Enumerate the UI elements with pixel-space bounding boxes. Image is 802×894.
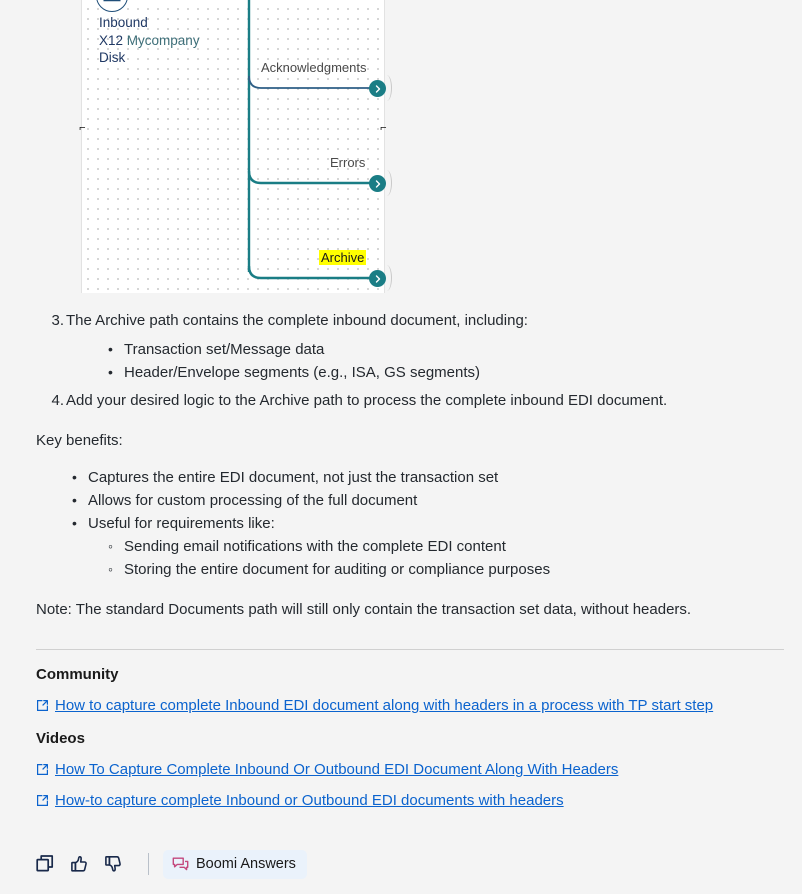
list-item: • Captures the entire EDI document, not just the transaction set — [36, 466, 784, 489]
videos-link-label[interactable]: How To Capture Complete Inbound Or Outbound EDI Document Along With Headers — [55, 761, 619, 778]
step-3-sub-list — [36, 338, 784, 384]
ordered-step-3 — [36, 310, 784, 332]
videos-link-1[interactable] — [36, 761, 784, 778]
step-number: 4. — [51, 392, 64, 409]
community-link-label[interactable]: How to capture complete Inbound EDI document along with headers in a process with TP start step — [55, 697, 714, 714]
edge-label-archive: Archive — [321, 250, 365, 265]
section-divider — [36, 649, 784, 650]
node-label-line1: Inbound — [99, 15, 148, 30]
node-label-line3: Disk — [99, 50, 126, 65]
list-item: • Allows for custom processing of the full document — [36, 489, 784, 512]
external-link-icon — [36, 699, 49, 712]
list-item: • Header/Envelope segments (e.g., ISA, GS segments) — [36, 361, 784, 384]
boomi-answers-label: Boomi Answers — [196, 856, 296, 872]
thumbs-up-button[interactable] — [62, 848, 96, 880]
edge-port-errors[interactable] — [369, 175, 386, 192]
videos-link-2[interactable] — [36, 792, 784, 809]
key-benefits-heading: Key benefits: — [36, 432, 123, 449]
edge-label-errors: Errors — [330, 155, 366, 170]
feedback-toolbar — [36, 848, 307, 880]
external-link-icon — [36, 794, 49, 807]
list-item — [36, 512, 784, 581]
thumbs-down-button[interactable] — [96, 848, 130, 880]
article-content — [36, 310, 784, 809]
list-item: ◦ Sending email notifications with the complete EDI content — [88, 535, 784, 558]
videos-link-label[interactable]: How-to capture complete Inbound or Outbound EDI documents with headers — [55, 792, 564, 809]
note-paragraph: Note: The standard Documents path will still only contain the transaction set data, without headers. — [36, 601, 692, 618]
chat-bubbles-icon — [172, 856, 189, 873]
thumbs-down-icon — [103, 854, 124, 875]
ordered-step-4 — [36, 390, 784, 412]
key-benefits-sub-list — [88, 535, 784, 581]
list-item: ◦ Storing the entire document for auditing or compliance purposes — [88, 558, 784, 581]
copy-button[interactable] — [36, 848, 62, 880]
list-item: • Transaction set/Message data — [36, 338, 784, 361]
toolbar-divider — [148, 853, 149, 875]
community-link-1[interactable] — [36, 697, 784, 714]
step-number: 3. — [51, 312, 64, 329]
canvas-tick-right: ⌐ — [380, 123, 387, 135]
copy-icon — [36, 854, 57, 875]
thumbs-up-icon — [69, 854, 90, 875]
videos-heading: Videos — [36, 730, 85, 747]
process-diagram — [81, 0, 385, 293]
node-label-line2-prefix: X12 — [99, 32, 124, 48]
edge-port-archive[interactable] — [369, 270, 386, 287]
step-text: The Archive path contains the complete inbound document, including: — [66, 312, 528, 329]
boomi-answers-button[interactable] — [163, 850, 307, 879]
diagram-node-label — [99, 14, 200, 67]
key-benefits-list — [36, 466, 784, 581]
community-heading: Community — [36, 666, 119, 683]
node-label-line2-suffix: Mycompany — [126, 32, 200, 48]
edge-port-acknowledgments[interactable] — [369, 80, 386, 97]
edge-label-acknowledgments: Acknowledgments — [261, 60, 367, 75]
canvas-tick-left: ⌐ — [79, 123, 86, 135]
list-item-label: Useful for requirements like: — [88, 515, 275, 532]
external-link-icon — [36, 763, 49, 776]
step-text: Add your desired logic to the Archive path to process the complete inbound EDI document. — [66, 392, 668, 409]
